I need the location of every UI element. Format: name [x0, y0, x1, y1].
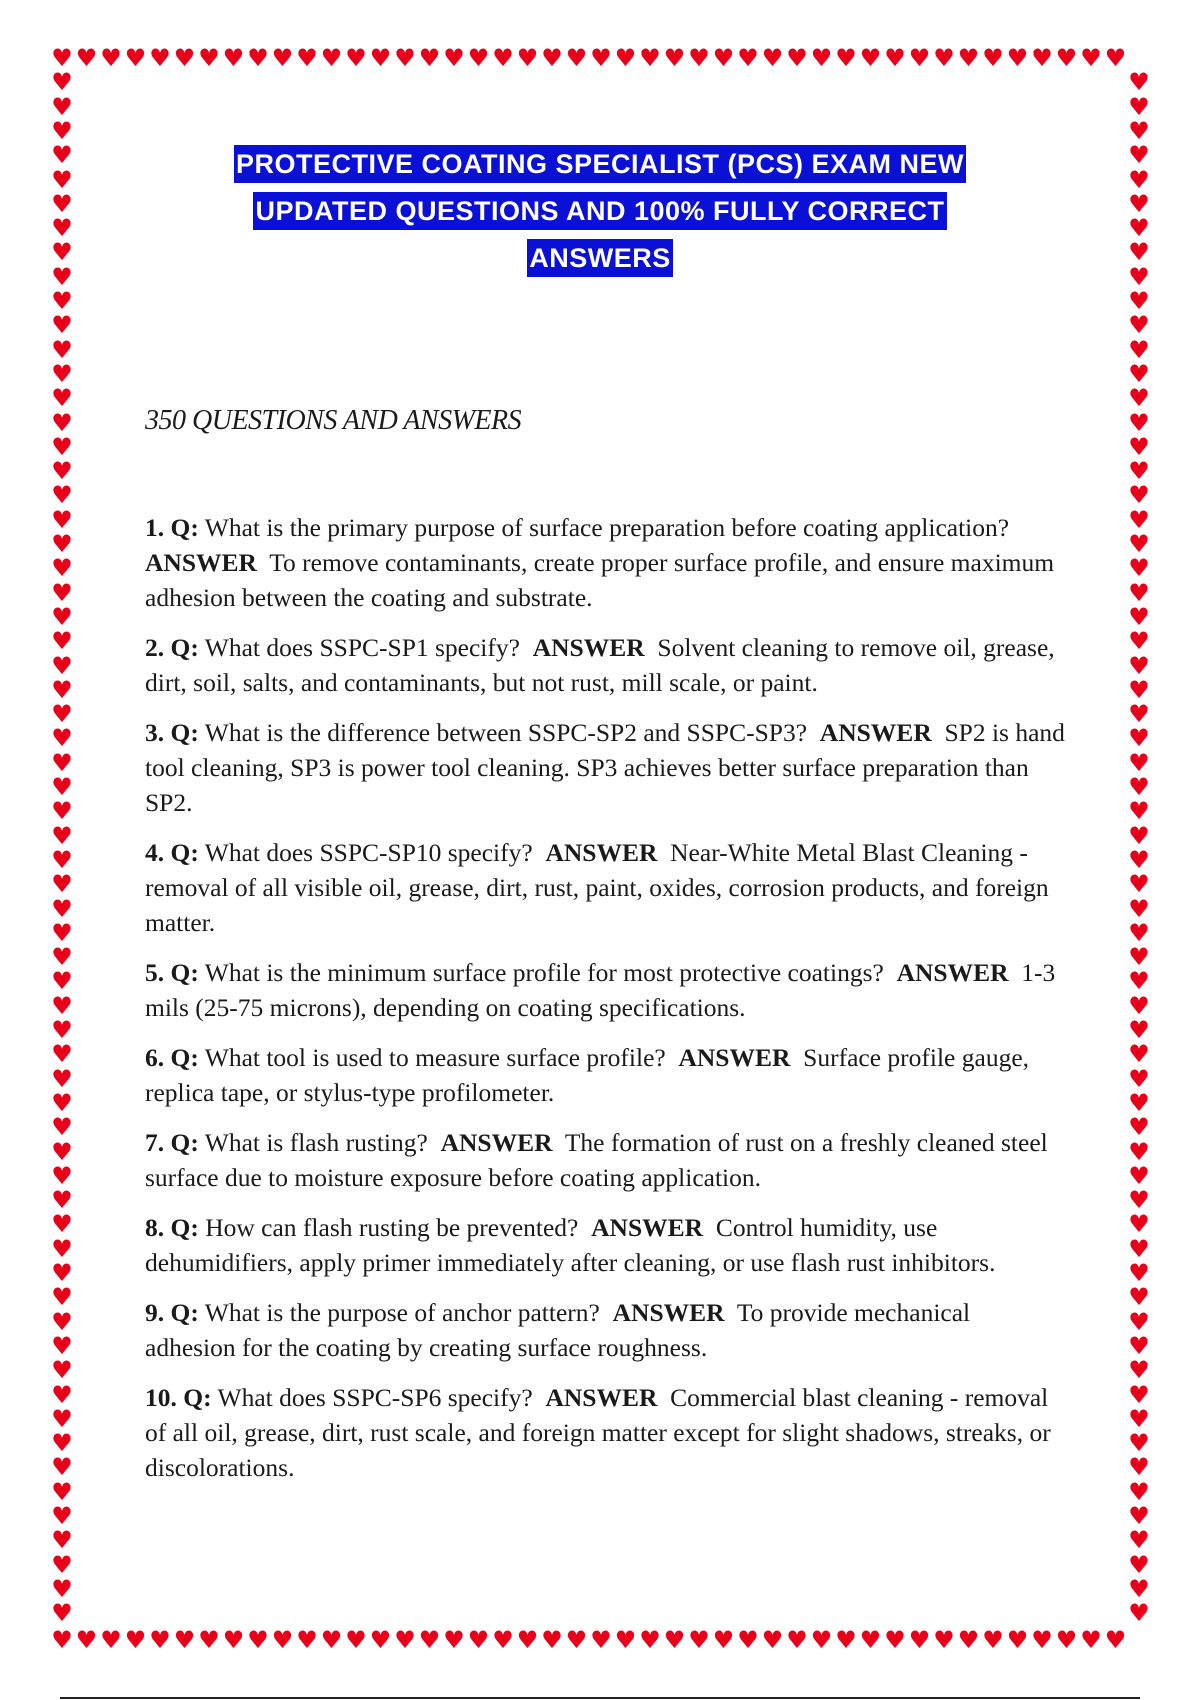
- heart-icon: ♥: [51, 602, 73, 631]
- question-number: 8.: [145, 1213, 165, 1242]
- heart-icon: ♥: [1128, 1259, 1150, 1287]
- heart-icon: ♥: [149, 1626, 171, 1654]
- heart-icon: ♥: [884, 44, 906, 72]
- heart-icon: ♥: [247, 44, 269, 72]
- heart-icon: ♥: [51, 918, 73, 947]
- question-number: 9.: [145, 1298, 165, 1327]
- heart-icon: ♥: [51, 773, 73, 801]
- answer-marker: ANSWER: [612, 1298, 725, 1327]
- heart-icon: ♥: [51, 457, 73, 486]
- heart-icon: ♥: [1128, 1599, 1150, 1628]
- heart-icon: ♥: [100, 1626, 122, 1654]
- heart-icon: ♥: [1128, 238, 1150, 267]
- answer-text: Near-White Metal Blast Cleaning - removal of all visible oil, grease, dirt, rust, paint, oxides, corrosion products, and foreign matter.: [145, 838, 1049, 937]
- heart-icon: ♥: [51, 335, 73, 364]
- heart-icon: ♥: [639, 1626, 661, 1654]
- heart-icon: ♥: [908, 1626, 931, 1654]
- heart-icon: ♥: [1104, 44, 1127, 72]
- heart-icon: ♥: [51, 1526, 73, 1555]
- heart-icon: ♥: [614, 44, 637, 72]
- heart-icon: ♥: [271, 44, 294, 72]
- heart-icon: ♥: [1128, 578, 1150, 607]
- heart-icon: ♥: [467, 1626, 490, 1654]
- heart-icon: ♥: [51, 943, 73, 972]
- heart-icon: ♥: [1128, 773, 1150, 801]
- answer-text: To remove contaminants, create proper surface profile, and ensure maximum adhesion between the coating and substrate.: [145, 548, 1055, 612]
- heart-icon: ♥: [1128, 651, 1150, 680]
- heart-icon: ♥: [443, 1626, 465, 1654]
- heart-icon: ♥: [712, 1626, 735, 1654]
- heart-icon: ♥: [492, 1626, 514, 1654]
- heart-icon: ♥: [1128, 724, 1150, 753]
- heart-icon: ♥: [786, 44, 808, 72]
- heart-icon: ♥: [394, 1626, 416, 1654]
- heart-icon: ♥: [51, 627, 73, 656]
- heart-icon: ♥: [541, 1626, 563, 1654]
- heart-icon: ♥: [737, 44, 759, 72]
- heart-icon: ♥: [786, 1626, 808, 1654]
- heart-icon: ♥: [345, 1626, 367, 1654]
- title-line-1: PROTECTIVE COATING SPECIALIST (PCS) EXAM NEW: [234, 145, 966, 183]
- heart-icon: ♥: [1128, 1210, 1150, 1239]
- heart-icon: ♥: [835, 44, 857, 72]
- heart-icon: ♥: [51, 1113, 73, 1142]
- answer-marker: ANSWER: [819, 718, 932, 747]
- heart-icon: ♥: [1006, 1626, 1029, 1654]
- heart-icon: ♥: [1128, 894, 1150, 923]
- heart-icon: ♥: [1128, 554, 1150, 583]
- heart-icon: ♥: [51, 554, 73, 583]
- heart-icon: ♥: [908, 44, 931, 72]
- heart-icon: ♥: [320, 44, 343, 72]
- heart-icon: ♥: [884, 1626, 906, 1654]
- question-number: 5.: [145, 958, 165, 987]
- heart-icon: ♥: [1128, 1307, 1150, 1336]
- heart-icon: ♥: [369, 1626, 392, 1654]
- question-marker: Q:: [170, 1043, 199, 1072]
- heart-icon: ♥: [222, 1626, 245, 1654]
- answer-text: To provide mechanical adhesion for the coating by creating surface roughness.: [145, 1298, 971, 1362]
- heart-icon: ♥: [516, 1626, 539, 1654]
- heart-icon: ♥: [51, 578, 73, 607]
- heart-icon: ♥: [51, 675, 73, 704]
- heart-icon: ♥: [51, 165, 73, 194]
- heart-icon: ♥: [467, 44, 490, 72]
- heart-icon: ♥: [51, 1380, 73, 1409]
- heart-icon: ♥: [296, 1626, 318, 1654]
- heart-icon: ♥: [51, 1186, 73, 1215]
- heart-icon: ♥: [1128, 214, 1150, 243]
- heart-icon: ♥: [1080, 44, 1102, 72]
- heart-icon: ♥: [1128, 1186, 1150, 1215]
- heart-icon: ♥: [1128, 967, 1150, 996]
- heart-icon: ♥: [1128, 1137, 1150, 1166]
- heart-icon: ♥: [418, 1626, 441, 1654]
- heart-icon: ♥: [1128, 602, 1150, 631]
- qa-item: [145, 1210, 1065, 1280]
- heart-icon: ♥: [51, 311, 73, 340]
- heart-icon: ♥: [51, 870, 73, 899]
- answer-marker: ANSWER: [440, 1128, 553, 1157]
- heart-icon: ♥: [51, 724, 73, 753]
- answer-text: Control humidity, use dehumidifiers, apply primer immediately after cleaning, or use flash rust inhibitors.: [145, 1213, 996, 1277]
- answer-text: Commercial blast cleaning - removal of all oil, grease, dirt, rust scale, and foreign matter except for slight shadows, streaks, or discolorations.: [145, 1383, 1051, 1482]
- heart-icon: ♥: [149, 44, 171, 72]
- qa-item: [145, 1040, 1065, 1110]
- heart-icon: ♥: [1055, 1626, 1078, 1654]
- heart-icon: ♥: [198, 1626, 220, 1654]
- heart-icon: ♥: [345, 44, 367, 72]
- heart-icon: ♥: [51, 1626, 73, 1654]
- answer-marker: ANSWER: [145, 548, 257, 577]
- heart-icon: ♥: [1128, 481, 1150, 510]
- qa-item: [145, 715, 1065, 820]
- heart-icon: ♥: [737, 1626, 759, 1654]
- heart-icon: ♥: [957, 1626, 980, 1654]
- heart-icon: ♥: [51, 991, 73, 1020]
- heart-icon: ♥: [418, 44, 441, 72]
- heart-icon: ♥: [51, 1453, 73, 1482]
- heart-icon: ♥: [51, 748, 73, 777]
- heart-icon: ♥: [541, 44, 563, 72]
- heart-icon: ♥: [51, 1064, 73, 1093]
- heart-icon: ♥: [51, 408, 73, 437]
- answer-marker: ANSWER: [678, 1043, 791, 1072]
- heart-icon: ♥: [1055, 44, 1078, 72]
- heart-icon: ♥: [1128, 189, 1150, 218]
- heart-icon: ♥: [1128, 92, 1150, 121]
- heart-icon: ♥: [663, 44, 686, 72]
- title-line-2: UPDATED QUESTIONS AND 100% FULLY CORRECT: [253, 192, 946, 230]
- heart-icon: ♥: [1128, 1550, 1150, 1579]
- heart-icon: ♥: [1128, 1161, 1150, 1190]
- question-text: What does SSPC-SP6 specify?: [217, 1383, 533, 1412]
- heart-icon: ♥: [810, 44, 833, 72]
- heart-icon: ♥: [51, 359, 73, 388]
- heart-icon: ♥: [982, 44, 1004, 72]
- heart-icon: ♥: [51, 1429, 73, 1458]
- qa-item: [145, 510, 1065, 615]
- heart-icon: ♥: [1128, 262, 1150, 291]
- heart-icon: ♥: [51, 432, 73, 461]
- question-marker: Q:: [170, 958, 199, 987]
- heart-icon: ♥: [1128, 1356, 1150, 1385]
- heart-icon: ♥: [51, 700, 73, 729]
- heart-icon: ♥: [75, 1626, 98, 1654]
- heart-icon: ♥: [51, 651, 73, 680]
- heart-icon: ♥: [124, 1626, 147, 1654]
- heart-icon: ♥: [761, 1626, 784, 1654]
- heart-icon: ♥: [296, 44, 318, 72]
- answer-text: The formation of rust on a freshly cleaned steel surface due to moisture exposure before coating application.: [145, 1128, 1048, 1192]
- heart-icon: ♥: [51, 845, 73, 874]
- heart-icon: ♥: [565, 1626, 588, 1654]
- question-number: 4.: [145, 838, 165, 867]
- heart-icon: ♥: [982, 1626, 1004, 1654]
- answer-marker: ANSWER: [545, 838, 658, 867]
- heart-icon: ♥: [1128, 748, 1150, 777]
- heart-icon: ♥: [51, 530, 73, 558]
- heart-icon: ♥: [51, 1234, 73, 1263]
- heart-icon: ♥: [51, 1040, 73, 1069]
- question-text: What is the purpose of anchor pattern?: [204, 1298, 600, 1327]
- heart-icon: ♥: [51, 1161, 73, 1190]
- heart-icon: ♥: [1128, 1404, 1150, 1433]
- heart-icon: ♥: [51, 189, 73, 218]
- question-number: 7.: [145, 1128, 165, 1157]
- heart-icon: ♥: [51, 287, 73, 315]
- heart-icon: ♥: [859, 44, 882, 72]
- heart-icon: ♥: [51, 116, 73, 145]
- heart-icon: ♥: [614, 1626, 637, 1654]
- heart-icon: ♥: [639, 44, 661, 72]
- question-text: What tool is used to measure surface profile?: [204, 1043, 666, 1072]
- heart-icon: ♥: [933, 1626, 955, 1654]
- answer-text: SP2 is hand tool cleaning, SP3 is power tool cleaning. SP3 achieves better surface preparation than SP2.: [145, 718, 1065, 817]
- heart-icon: ♥: [933, 44, 955, 72]
- question-number: 6.: [145, 1043, 165, 1072]
- heart-icon: ♥: [51, 262, 73, 291]
- heart-icon: ♥: [51, 797, 73, 826]
- heart-icon: ♥: [51, 1137, 73, 1166]
- heart-icon: ♥: [1128, 68, 1150, 97]
- heart-icon: ♥: [1128, 1016, 1150, 1044]
- answer-marker: ANSWER: [545, 1383, 658, 1412]
- heart-icon: ♥: [1128, 1477, 1150, 1506]
- heart-icon: ♥: [1128, 700, 1150, 729]
- heart-icon: ♥: [1128, 530, 1150, 558]
- heart-icon: ♥: [51, 967, 73, 996]
- heart-icon: ♥: [1128, 335, 1150, 364]
- heart-icon: ♥: [492, 44, 514, 72]
- heart-icon: ♥: [1128, 408, 1150, 437]
- qa-item: [145, 835, 1065, 940]
- heart-icon: ♥: [51, 44, 73, 72]
- heart-icon: ♥: [320, 1626, 343, 1654]
- heart-icon: ♥: [51, 1307, 73, 1336]
- heart-icon: ♥: [1128, 870, 1150, 899]
- heart-icon: ♥: [688, 1626, 710, 1654]
- question-marker: Q:: [170, 838, 199, 867]
- heart-icon: ♥: [1128, 943, 1150, 972]
- question-marker: Q:: [170, 633, 199, 662]
- question-text: What is the difference between SSPC-SP2 and SSPC-SP3?: [204, 718, 808, 747]
- title-line-3: ANSWERS: [527, 239, 673, 277]
- heart-icon: ♥: [712, 44, 735, 72]
- heart-icon: ♥: [51, 1356, 73, 1385]
- heart-icon: ♥: [1128, 845, 1150, 874]
- heart-icon: ♥: [271, 1626, 294, 1654]
- heart-icon: ♥: [590, 44, 612, 72]
- heart-icon: ♥: [1128, 457, 1150, 486]
- heart-icon: ♥: [51, 1502, 73, 1530]
- heart-icon: ♥: [1031, 44, 1053, 72]
- heart-icon: ♥: [51, 1599, 73, 1628]
- heart-icon: ♥: [443, 44, 465, 72]
- heart-icon: ♥: [394, 44, 416, 72]
- heart-icon: ♥: [761, 44, 784, 72]
- heart-icon: ♥: [1006, 44, 1029, 72]
- question-number: 3.: [145, 718, 165, 747]
- heart-icon: ♥: [1128, 1283, 1150, 1312]
- heart-icon: ♥: [369, 44, 392, 72]
- answer-text: 1-3 mils (25-75 microns), depending on coating specifications.: [145, 958, 1056, 1022]
- question-marker: Q:: [170, 1298, 199, 1327]
- heart-icon: ♥: [1128, 311, 1150, 340]
- heart-icon: ♥: [247, 1626, 269, 1654]
- question-text: What is the minimum surface profile for most protective coatings?: [204, 958, 884, 987]
- qa-list: [145, 510, 1065, 1500]
- heart-icon: ♥: [1080, 1626, 1102, 1654]
- heart-icon: ♥: [1128, 1526, 1150, 1555]
- heart-icon: ♥: [1128, 1088, 1150, 1117]
- heart-icon: ♥: [1128, 384, 1150, 413]
- heart-icon: ♥: [1031, 1626, 1053, 1654]
- document-subtitle: 350 QUESTIONS AND ANSWERS: [145, 405, 522, 436]
- heart-icon: ♥: [51, 68, 73, 97]
- heart-icon: ♥: [75, 44, 98, 72]
- heart-icon: ♥: [51, 92, 73, 121]
- heart-icon: ♥: [1128, 141, 1150, 170]
- qa-item: [145, 630, 1065, 700]
- page-bottom-rule: [60, 1697, 1140, 1699]
- heart-icon: ♥: [1128, 1331, 1150, 1360]
- answer-marker: ANSWER: [591, 1213, 704, 1242]
- question-marker: Q:: [170, 513, 199, 542]
- heart-icon: ♥: [51, 821, 73, 850]
- question-marker: Q:: [170, 1128, 199, 1157]
- heart-icon: ♥: [51, 141, 73, 170]
- heart-icon: ♥: [51, 894, 73, 923]
- heart-icon: ♥: [51, 1088, 73, 1117]
- heart-icon: ♥: [198, 44, 220, 72]
- heart-icon: ♥: [51, 1550, 73, 1579]
- heart-icon: ♥: [51, 1283, 73, 1312]
- heart-icon: ♥: [1128, 1064, 1150, 1093]
- question-number: 10.: [145, 1383, 177, 1412]
- heart-icon: ♥: [1128, 505, 1150, 534]
- heart-icon: ♥: [1128, 1234, 1150, 1263]
- heart-icon: ♥: [51, 1210, 73, 1239]
- qa-item: [145, 1125, 1065, 1195]
- question-text: What does SSPC-SP10 specify?: [204, 838, 533, 867]
- heart-icon: ♥: [1128, 1380, 1150, 1409]
- heart-icon: ♥: [1128, 821, 1150, 850]
- qa-item: [145, 955, 1065, 1025]
- heart-icon: ♥: [1128, 432, 1150, 461]
- answer-marker: ANSWER: [532, 633, 645, 662]
- heart-icon: ♥: [51, 1259, 73, 1287]
- heart-icon: ♥: [1128, 1502, 1150, 1530]
- heart-icon: ♥: [51, 1404, 73, 1433]
- heart-icon: ♥: [957, 44, 980, 72]
- heart-icon: ♥: [590, 1626, 612, 1654]
- question-marker: Q:: [170, 718, 199, 747]
- heart-icon: ♥: [1128, 1574, 1150, 1603]
- question-number: 1.: [145, 513, 165, 542]
- heart-icon: ♥: [51, 238, 73, 267]
- heart-icon: ♥: [1128, 359, 1150, 388]
- heart-icon: ♥: [1128, 797, 1150, 826]
- qa-item: [145, 1380, 1065, 1485]
- heart-icon: ♥: [124, 44, 147, 72]
- heart-icon: ♥: [1128, 675, 1150, 704]
- heart-icon: ♥: [173, 44, 196, 72]
- answer-text: Surface profile gauge, replica tape, or stylus-type profilometer.: [145, 1043, 1030, 1107]
- heart-icon: ♥: [173, 1626, 196, 1654]
- heart-icon: ♥: [51, 1331, 73, 1360]
- heart-icon: ♥: [1128, 165, 1150, 194]
- heart-icon: ♥: [51, 1016, 73, 1044]
- heart-icon: ♥: [688, 44, 710, 72]
- heart-icon: ♥: [222, 44, 245, 72]
- question-text: What is flash rusting?: [204, 1128, 428, 1157]
- heart-icon: ♥: [1104, 1626, 1127, 1654]
- answer-text: Solvent cleaning to remove oil, grease, dirt, soil, salts, and contaminants, but not rust, mill scale, or paint.: [145, 633, 1055, 697]
- heart-icon: ♥: [51, 214, 73, 243]
- heart-icon: ♥: [565, 44, 588, 72]
- question-number: 2.: [145, 633, 165, 662]
- heart-icon: ♥: [1128, 116, 1150, 145]
- heart-icon: ♥: [516, 44, 539, 72]
- question-text: How can flash rusting be prevented?: [205, 1213, 579, 1242]
- heart-icon: ♥: [1128, 1453, 1150, 1482]
- qa-item: [145, 1295, 1065, 1365]
- heart-icon: ♥: [51, 505, 73, 534]
- question-text: What is the primary purpose of surface preparation before coating application?: [204, 513, 1010, 542]
- heart-icon: ♥: [1128, 1040, 1150, 1069]
- heart-icon: ♥: [1128, 918, 1150, 947]
- heart-icon: ♥: [100, 44, 122, 72]
- heart-icon: ♥: [51, 1477, 73, 1506]
- question-text: What does SSPC-SP1 specify?: [204, 633, 520, 662]
- heart-icon: ♥: [663, 1626, 686, 1654]
- heart-icon: ♥: [51, 384, 73, 413]
- heart-icon: ♥: [1128, 627, 1150, 656]
- heart-icon: ♥: [835, 1626, 857, 1654]
- heart-icon: ♥: [810, 1626, 833, 1654]
- heart-icon: ♥: [1128, 1429, 1150, 1458]
- heart-icon: ♥: [859, 1626, 882, 1654]
- heart-icon: ♥: [51, 1574, 73, 1603]
- question-marker: Q:: [183, 1383, 212, 1412]
- document-title: [150, 145, 1050, 286]
- question-marker: Q:: [170, 1213, 199, 1242]
- heart-icon: ♥: [1128, 1113, 1150, 1142]
- heart-icon: ♥: [1128, 287, 1150, 315]
- answer-marker: ANSWER: [896, 958, 1009, 987]
- heart-icon: ♥: [51, 481, 73, 510]
- heart-icon: ♥: [1128, 991, 1150, 1020]
